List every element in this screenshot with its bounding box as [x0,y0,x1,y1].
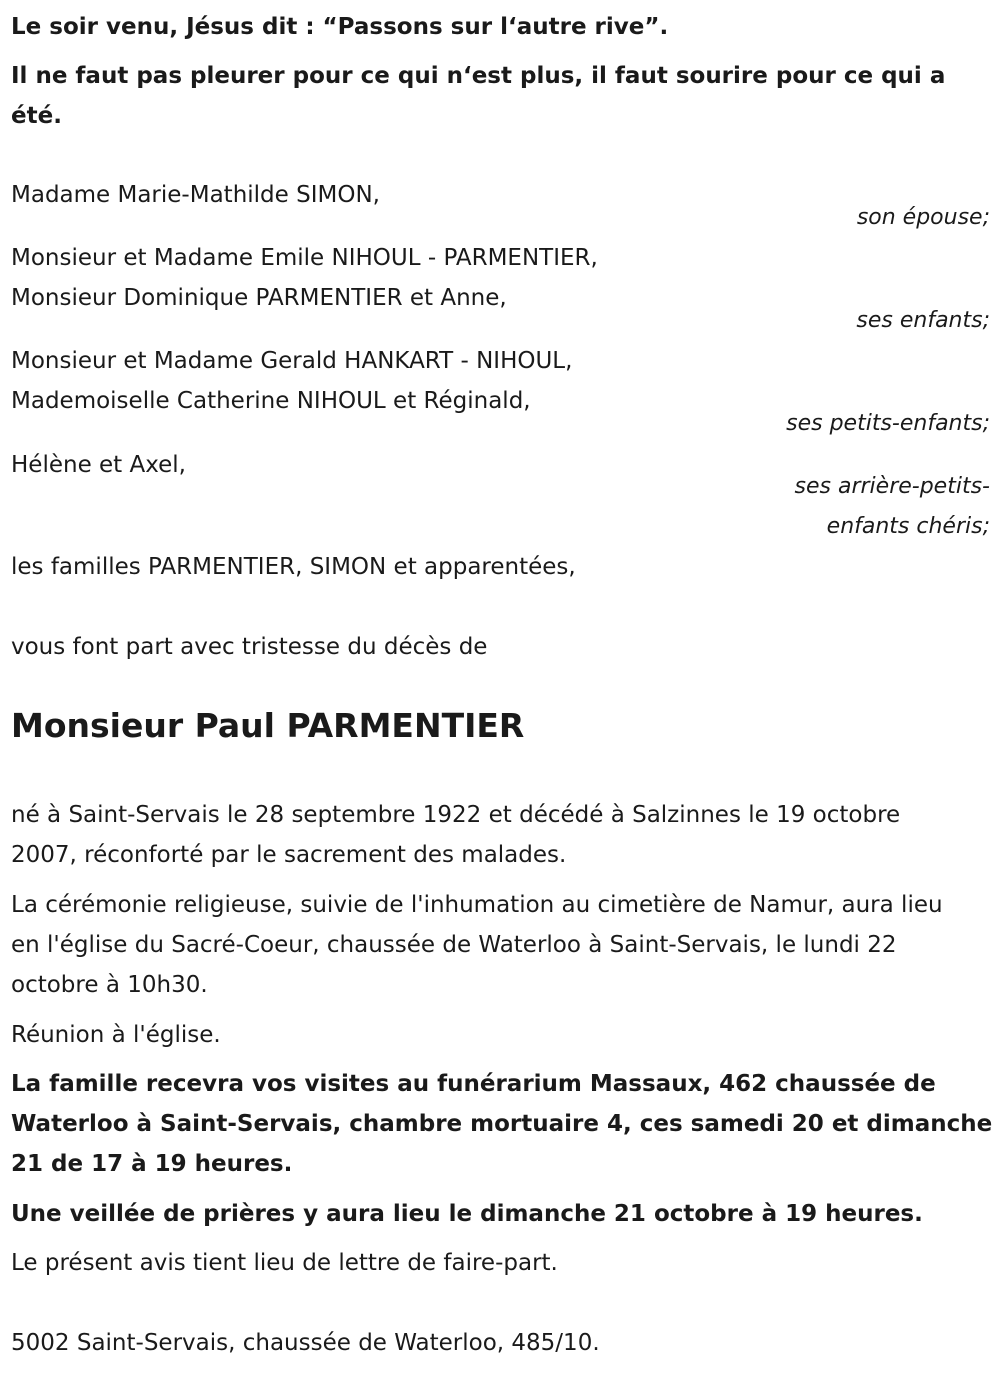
birth-death-paragraph: né à Saint-Servais le 28 septembre 1922 et décédé à Salzinnes le 19 octobre 2007, réconforté par le sacrement des malades. [11,802,901,868]
family-relation: son épouse; [856,205,990,230]
family-name: Monsieur et Madame Emile NIHOUL - PARMENTIER, [11,245,598,271]
family-relation: ses petits-enfants; [786,411,990,436]
quote-2: Il ne faut pas pleurer pour ce qui n‘est plus, il faut sourire pour ce qui a été. [11,63,946,129]
announcement: vous font part avec tristesse du décès de [11,634,488,660]
family-name: Madame Marie-Mathilde SIMON, [11,182,380,208]
family-relation: ses enfants; [856,308,990,333]
notice-paragraph: Le présent avis tient lieu de lettre de faire-part. [11,1250,558,1276]
family-name: Mademoiselle Catherine NIHOUL et Réginald, [11,388,531,414]
visits-paragraph: La famille recevra vos visites au funérarium Massaux, 462 chaussée de Waterloo à Saint-Servais, chambre mortuaire 4, ces samedi 20 et dimanche 21 de 17 à 19 heures. [11,1071,993,1177]
ceremony-paragraph: La cérémonie religieuse, suivie de l'inhumation au cimetière de Namur, aura lieu en l'église du Sacré-Coeur, chaussée de Waterloo à Saint-Servais, le lundi 22 octobre à 10h30. [11,892,943,998]
quote-1: Le soir venu, Jésus dit : “Passons sur l‘autre rive”. [11,14,669,40]
family-name: Hélène et Axel, [11,452,186,478]
vigil-paragraph: Une veillée de prières y aura lieu le dimanche 21 octobre à 19 heures. [11,1201,923,1227]
deceased-name: Monsieur Paul PARMENTIER [11,706,525,745]
families-line: les familles PARMENTIER, SIMON et apparentées, [11,554,576,580]
family-relation: ses arrière-petits- [794,474,990,499]
address: 5002 Saint-Servais, chaussée de Waterloo, 485/10. [11,1330,600,1356]
reunion-paragraph: Réunion à l'église. [11,1022,221,1048]
family-relation: enfants chéris; [826,514,990,539]
family-name: Monsieur Dominique PARMENTIER et Anne, [11,285,507,311]
family-name: Monsieur et Madame Gerald HANKART - NIHOUL, [11,348,573,374]
